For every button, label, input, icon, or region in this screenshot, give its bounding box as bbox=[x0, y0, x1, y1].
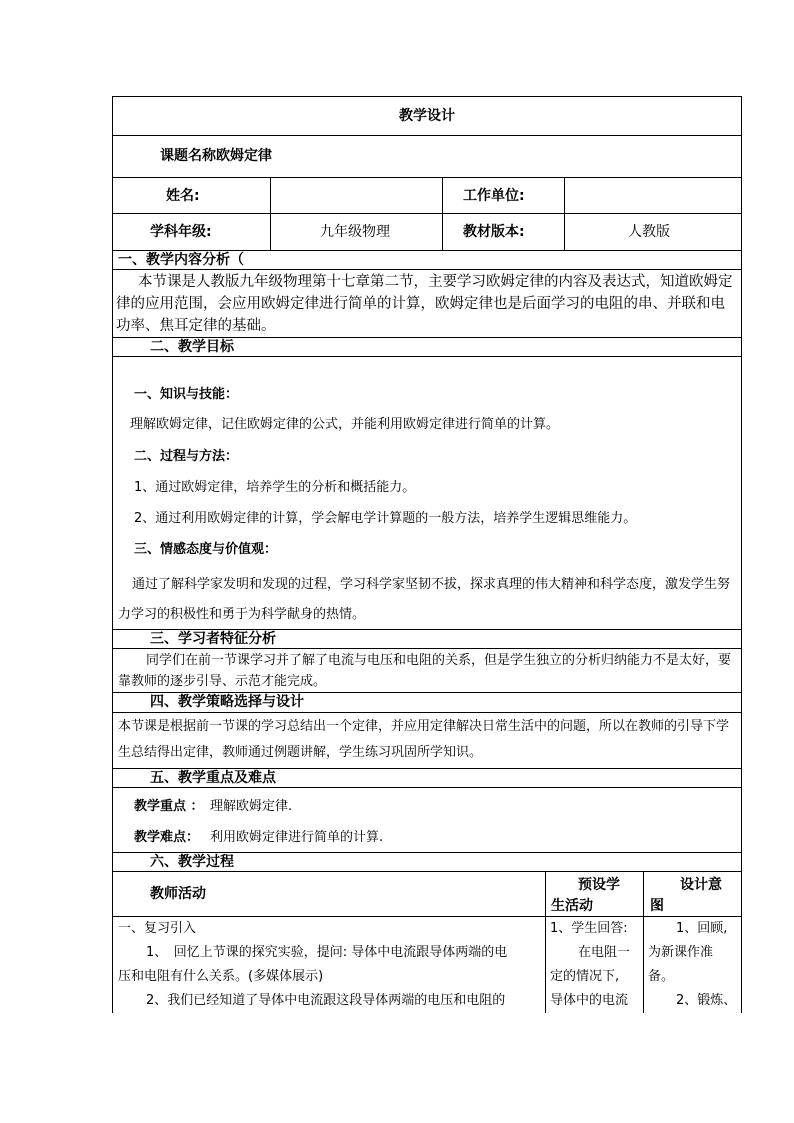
table-border bbox=[643, 871, 644, 1013]
teacher-activity-line: 2、我们已经知道了导体中电流跟这段导体两端的电压和电阻的 bbox=[146, 993, 506, 1008]
edition-label: 教材版本: bbox=[463, 224, 525, 240]
subject-label: 学科年级: bbox=[150, 224, 212, 240]
design-intent-line: 1、回顾, bbox=[676, 921, 728, 936]
key-point-text: 理解欧姆定律. bbox=[210, 799, 293, 814]
section-4-text: 本节课是根据前一节课的学习总结出一个定律，并应用定律解决日常生活中的问题，所以在教师的引导下学生总结得出定律，教师通过例题讲解，学生练习巩固所学知识。 bbox=[118, 719, 730, 760]
key-point-label: 教学重点 ： bbox=[134, 799, 204, 814]
table-border bbox=[112, 213, 742, 214]
student-activity-line: 导体中的电流 bbox=[550, 993, 629, 1008]
design-intent-line: 2、锻炼、 bbox=[676, 993, 737, 1008]
design-intent-line: 备。 bbox=[648, 969, 675, 984]
section-5-heading: 五、教学重点及难点 bbox=[150, 770, 276, 786]
difficulty-text: 利用欧姆定律进行简单的计算. bbox=[210, 830, 384, 845]
emotion-label: 三、情感态度与价值观： bbox=[134, 542, 278, 557]
teacher-activity-line: 一、复习引入 bbox=[118, 921, 197, 936]
section-3-text: 同学们在前一节课学习并了解了电流与电压和电阻的关系，但是学生独立的分析归纳能力不是太好，要靠教师的逐步引导、示范才能完成。 bbox=[118, 653, 732, 689]
table-border bbox=[112, 712, 742, 713]
process-item-1: 1、通过欧姆定律，培养学生的分析和概括能力。 bbox=[134, 480, 416, 495]
process-label: 二、过程与方法： bbox=[134, 449, 239, 464]
column-design-intent-line2: 图 bbox=[650, 898, 664, 914]
section-2-heading: 二、教学目标 bbox=[150, 339, 234, 355]
column-student-activity-line2: 生活动 bbox=[551, 898, 593, 914]
emotion-text: 通过了解科学家发明和发现的过程，学习科学家坚韧不拔，探求真理的伟大精神和科学态度，激发学生努力学习的积极性和勇于为科学献身的热情。 bbox=[118, 577, 731, 622]
section-6-heading: 六、教学过程 bbox=[150, 854, 234, 870]
table-border bbox=[741, 96, 742, 1013]
section-1-text: 本节课是人教版九年级物理第十七章第二节，主要学习欧姆定律的内容及表达式，知道欧姆定律的应用范围，会应用欧姆定律进行简单的计算，欧姆定律也是后面学习的电阻的串、并联和电功率、焦耳定律的基础。 bbox=[116, 274, 733, 334]
process-item-2: 2、通过利用欧姆定律的计算，学会解电学计算题的一般方法，培养学生逻辑思维能力。 bbox=[134, 511, 637, 526]
student-activity-line: 定的情况下, bbox=[550, 969, 620, 984]
column-design-intent-line1: 设计意 bbox=[680, 877, 722, 893]
table-border bbox=[112, 96, 113, 1013]
table-border bbox=[112, 96, 742, 97]
edition-value: 人教版 bbox=[628, 224, 670, 240]
teacher-activity-line: 压和电阻有什么关系。(多媒体展示) bbox=[118, 969, 324, 984]
column-student-activity-line1: 预设学 bbox=[578, 877, 620, 893]
table-border bbox=[442, 177, 443, 250]
student-activity-line: 在电阻一 bbox=[578, 945, 631, 960]
table-border bbox=[112, 177, 742, 178]
section-1-heading: 一、教学内容分析（ bbox=[118, 252, 244, 268]
unit-label: 工作单位: bbox=[463, 188, 525, 204]
table-border bbox=[112, 135, 742, 136]
table-border bbox=[270, 177, 271, 250]
section-4-heading: 四、教学策略选择与设计 bbox=[150, 694, 304, 710]
student-activity-line: 1、学生回答: bbox=[550, 921, 628, 936]
teacher-activity-line: 1、 回忆上节课的探究实验，提问: 导体中电流跟导体两端的电 bbox=[146, 945, 508, 960]
design-intent-line: 为新课作准 bbox=[648, 945, 714, 960]
document-title: 教学设计 bbox=[399, 108, 455, 124]
difficulty-label: 教学难点： bbox=[134, 830, 200, 845]
section-3-heading: 三、学习者特征分析 bbox=[150, 631, 276, 647]
column-teacher-activity: 教师活动 bbox=[150, 886, 206, 902]
knowledge-label: 一、知识与技能： bbox=[134, 387, 239, 402]
table-border bbox=[564, 177, 565, 250]
table-border bbox=[545, 871, 546, 1013]
knowledge-text: 理解欧姆定律，记住欧姆定律的公式，并能利用欧姆定律进行简单的计算。 bbox=[130, 417, 560, 432]
subject-value: 九年级物理 bbox=[320, 224, 390, 240]
table-border bbox=[112, 916, 742, 917]
name-label: 姓名: bbox=[166, 188, 200, 204]
course-name: 课题名称欧姆定律 bbox=[160, 148, 272, 164]
